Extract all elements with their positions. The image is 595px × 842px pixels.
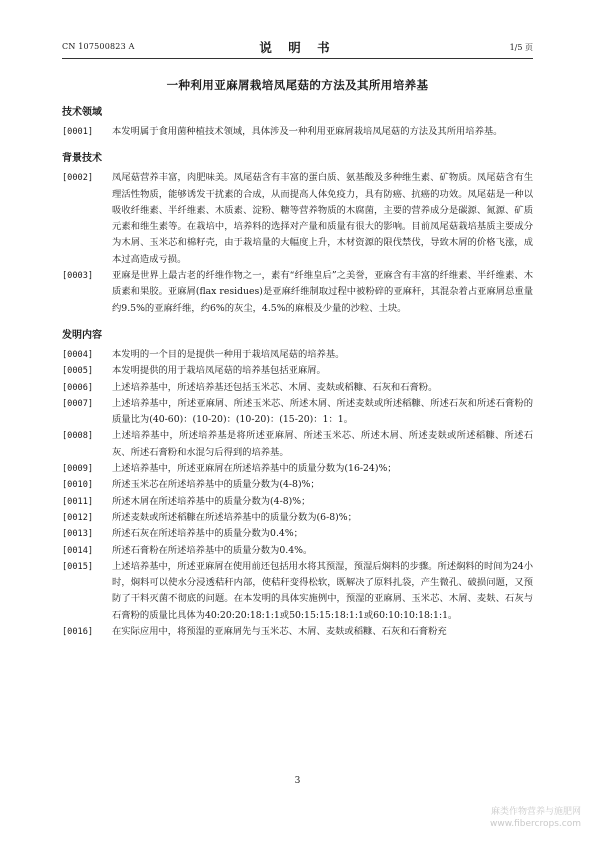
paragraph xyxy=(62,543,533,559)
paragraph-text: 所述石灰在所述培养基中的质量分数为0.4%； xyxy=(112,528,303,540)
watermark-site-name: 麻类作物营养与施肥网 xyxy=(490,807,581,817)
watermark xyxy=(490,806,581,830)
section-heading: 技术领域 xyxy=(62,107,102,118)
document-title: 一种利用亚麻屑栽培凤尾菇的方法及其所用培养基 xyxy=(166,78,429,92)
paragraph-text: 亚麻是世界上最古老的纤维作物之一，素有“纤维皇后”之美誉，亚麻含有丰富的纤维素、半纤维素、木质素和果胶。亚麻屑(flax residues)是亚麻纤维制取过程中被粉碎的亚麻秆，其混杂着占亚麻屑总重量约9.5%的亚麻纤维，约6%的灰尘，4.5%的麻根及少量的沙粒、土块。 xyxy=(112,270,533,314)
patent-number: CN 107500823 A xyxy=(62,42,135,51)
paragraph xyxy=(62,396,533,429)
paragraph-text: 本发明的一个目的是提供一种用于栽培凤尾菇的培养基。 xyxy=(112,348,345,360)
paragraph-number: [0008] xyxy=(62,431,94,442)
paragraph-number: [0006] xyxy=(62,382,94,393)
paragraph-number: [0007] xyxy=(62,398,94,409)
paragraph-text: 所述麦麸或所述稻糠在所述培养基中的质量分数为(6-8)%； xyxy=(112,511,357,523)
paragraph-number: [0012] xyxy=(62,512,94,523)
section-heading: 背景技术 xyxy=(62,153,102,165)
paragraph-number: [0014] xyxy=(62,545,94,556)
document-type: 说 明 书 xyxy=(259,40,336,55)
paragraph xyxy=(62,461,533,477)
paragraph-number: [0002] xyxy=(62,173,94,184)
paragraph xyxy=(62,526,533,542)
paragraph-number: [0009] xyxy=(62,464,94,475)
paragraph-number: [0015] xyxy=(62,561,94,572)
page-header xyxy=(62,38,533,59)
paragraph xyxy=(62,347,533,363)
paragraph-text: 在实际应用中，将预湿的亚麻屑先与玉米芯、木屑、麦麸或稻糠、石灰和石膏粉充 xyxy=(112,626,447,638)
paragraph-number: [0010] xyxy=(62,480,94,491)
paragraph-number: [0004] xyxy=(62,349,94,360)
page-counter: 1/5 页 xyxy=(509,43,533,52)
paragraph xyxy=(62,428,533,461)
paragraph-text: 上述培养基中，所述培养基还包括玉米芯、木屑、麦麸或稻糠、石灰和石膏粉。 xyxy=(112,381,438,393)
paragraph-text: 本发明属于食用菌种植技术领域，具体涉及一种利用亚麻屑栽培凤尾菇的方法及其所用培养基。 xyxy=(112,126,503,137)
paragraph-text: 上述培养基中，所述亚麻屑、所述玉米芯、所述木屑、所述麦麸或所述稻糠、所述石灰和所述石膏粉的质量比为(40-60)：(10-20)：(10-20)：(15-20)：1：1。 xyxy=(112,397,533,426)
paragraph-text: 所述木屑在所述培养基中的质量分数为(4-8)%； xyxy=(112,495,311,507)
paragraph-text: 凤尾菇营养丰富，肉肥味美。凤尾菇含有丰富的蛋白质、氨基酸及多种维生素、矿物质。凤尾菇含有生理活性物质，能够诱发干扰素的合成，从而提高人体免疫力，具有防癌、抗癌的功效。凤尾菇是一种以吸收纤维素、半纤维素、木质素、淀粉、糖等营养物质的木腐菌，主要的营养成分是碳源、氮源、矿质元素和维生素等。在栽培中，培养料的选择对产量和质量有很大的影响。目前凤尾菇栽培基质主要成分为木屑、玉米芯和棉籽壳，由于栽培量的大幅度上升，木材资源的限伐禁伐，导致木屑的价格飞涨，成本过高造成亏损。 xyxy=(112,172,533,265)
paragraph-number: [0011] xyxy=(62,496,94,507)
paragraph xyxy=(62,559,533,624)
paragraph-number: [0001] xyxy=(62,127,94,137)
paragraph-text: 上述培养基中，所述亚麻屑在所述培养基中的质量分数为(16-24)%； xyxy=(112,463,397,475)
paragraph xyxy=(62,170,533,268)
paragraph xyxy=(62,124,533,140)
paragraph-text: 上述培养基中，所述培养基是将所述亚麻屑、所述玉米芯、所述木屑、所述麦麸或所述稻糠、所述石灰、所述石膏粉和水混匀后得到的培养基。 xyxy=(112,430,533,458)
section-heading: 发明内容 xyxy=(62,329,102,341)
paragraph xyxy=(62,268,533,317)
page-number: 3 xyxy=(294,776,301,786)
paragraph-text: 上述培养基中，所述亚麻屑在使用前还包括用水将其预湿，预湿后焖料的步骤。所述焖料的时间为24小时，焖料可以使水分浸透秸秆内部，使秸秆变得松软，既解决了原料扎袋，产生微孔、破损问题，又预防了干料灭菌不彻底的问题。在本发明的具体实施例中，预湿的亚麻屑、玉米芯、木屑、麦麸、石灰与石膏粉的质量比具体为40:20:20:18:1:1或50:15:15:18:1:1或60:10:10:18:1:1。 xyxy=(112,560,533,621)
paragraph-number: [0005] xyxy=(62,366,94,377)
paragraph xyxy=(62,477,533,493)
paragraph-text: 本发明提供的用于栽培凤尾菇的培养基包括亚麻屑。 xyxy=(112,365,326,377)
document-body xyxy=(62,105,533,640)
paragraph-number: [0016] xyxy=(62,627,94,638)
paragraph xyxy=(62,494,533,510)
paragraph-number: [0013] xyxy=(62,529,94,540)
paragraph-number: [0003] xyxy=(62,271,94,282)
watermark-url: www.fibercrops.com xyxy=(490,819,581,829)
paragraph xyxy=(62,380,533,396)
paragraph xyxy=(62,510,533,526)
paragraph-text: 所述玉米芯在所述培养基中的质量分数为(4-8)%； xyxy=(112,479,320,491)
paragraph xyxy=(62,624,533,640)
paragraph-text: 所述石膏粉在所述培养基中的质量分数为0.4%。 xyxy=(112,544,313,556)
paragraph xyxy=(62,363,533,379)
